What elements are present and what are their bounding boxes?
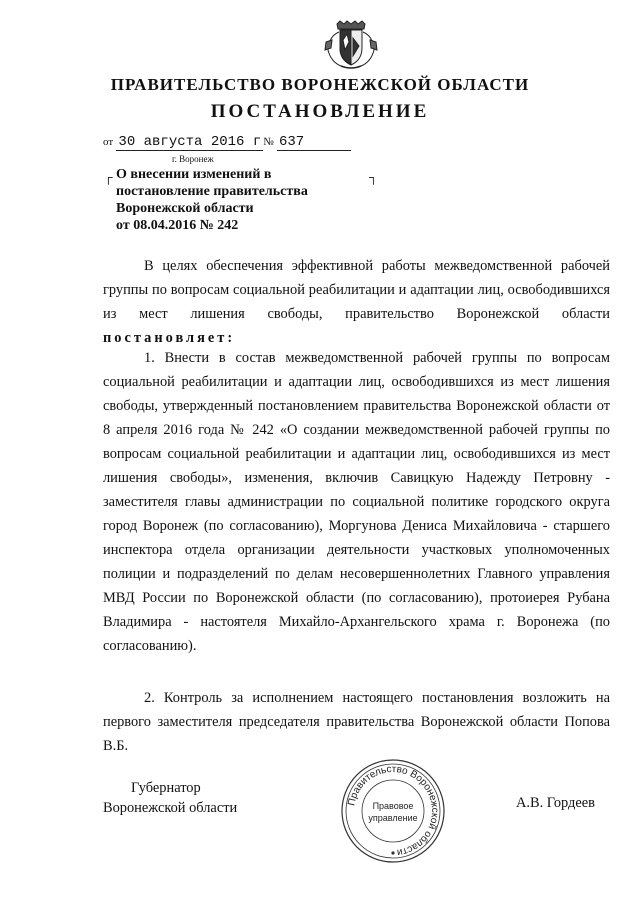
- subject-line: постановление правительства: [116, 184, 308, 199]
- intro-text: В целях обеспечения эффективной работы межведомственной рабочей группы по вопросам социальной реабилитации и адаптации лиц, освободившихся из мест лишения свободы, правительство Воронежской области: [103, 258, 610, 322]
- intro-paragraph: [103, 254, 610, 350]
- document-subject: [116, 166, 356, 234]
- stamp-dot: [391, 851, 394, 854]
- document-type-title: ПОСТАНОВЛЕНИЕ: [210, 101, 430, 122]
- signatory-name: А.В. Гордеев: [516, 795, 595, 811]
- signatory-title: [103, 778, 237, 818]
- subject-line: от 08.04.2016 № 242: [116, 218, 239, 233]
- stamp-center-line: управление: [368, 813, 418, 823]
- number-prefix: №: [263, 136, 274, 148]
- stamp-ring-text: Правительство Воронежской области: [346, 763, 441, 858]
- subject-line: Воронежской области: [116, 201, 254, 216]
- subject-line: О внесении изменений в: [116, 167, 272, 182]
- subject-corner-mark-left: ┌: [104, 170, 113, 184]
- resolve-verb: постановляет:: [103, 330, 236, 346]
- signatory-title-line: Воронежской области: [103, 800, 238, 816]
- date-number-line: [103, 133, 351, 151]
- item-1-paragraph: 1. Внести в состав межведомственной рабочей группы по вопросам социальной реабилитации и адаптации лиц, освободившихся из мест лишения свободы, утвержденный постановлением правительства Воронежской области от 8 апреля 2016 года № 242 «О создании межведомственной рабочей группы по вопросам социальной реабилитации и адаптации лиц, освободившихся из мест лишения свободы», изменения, включив Савицкую Надежду Петровну - заместителя главы администрации по социальной политике городского округа город Воронеж (по согласованию), Моргунова Дениса Михайловича - старшего инспектора отдела организации деятельности участковых уполномоченных полиции и подразделений по делам несовершеннолетних Главного управления МВД России по Воронежской области (по согласованию), протоиерея Рубана Владимира - настоятеля Михайло-Архангельского храма г. Воронежа (по согласованию).: [103, 350, 610, 654]
- item-2-paragraph: 2. Контроль за исполнением настоящего постановления возложить на первого заместителя председателя правительства Воронежской области Попова В.Б.: [103, 690, 610, 754]
- official-stamp: [339, 757, 447, 865]
- date-prefix: от: [103, 136, 114, 148]
- government-title: ПРАВИТЕЛЬСТВО ВОРОНЕЖСКОЙ ОБЛАСТИ: [110, 75, 530, 94]
- document-date: 30 августа 2016 г: [118, 134, 262, 150]
- subject-corner-mark-right: ┐: [369, 170, 378, 184]
- coat-of-arms-icon: [323, 20, 379, 70]
- document-number: 637: [277, 134, 351, 151]
- city-label: г. Воронеж: [172, 154, 214, 164]
- stamp-center-line: Правовое: [372, 801, 414, 811]
- signatory-title-line: Губернатор: [131, 780, 201, 796]
